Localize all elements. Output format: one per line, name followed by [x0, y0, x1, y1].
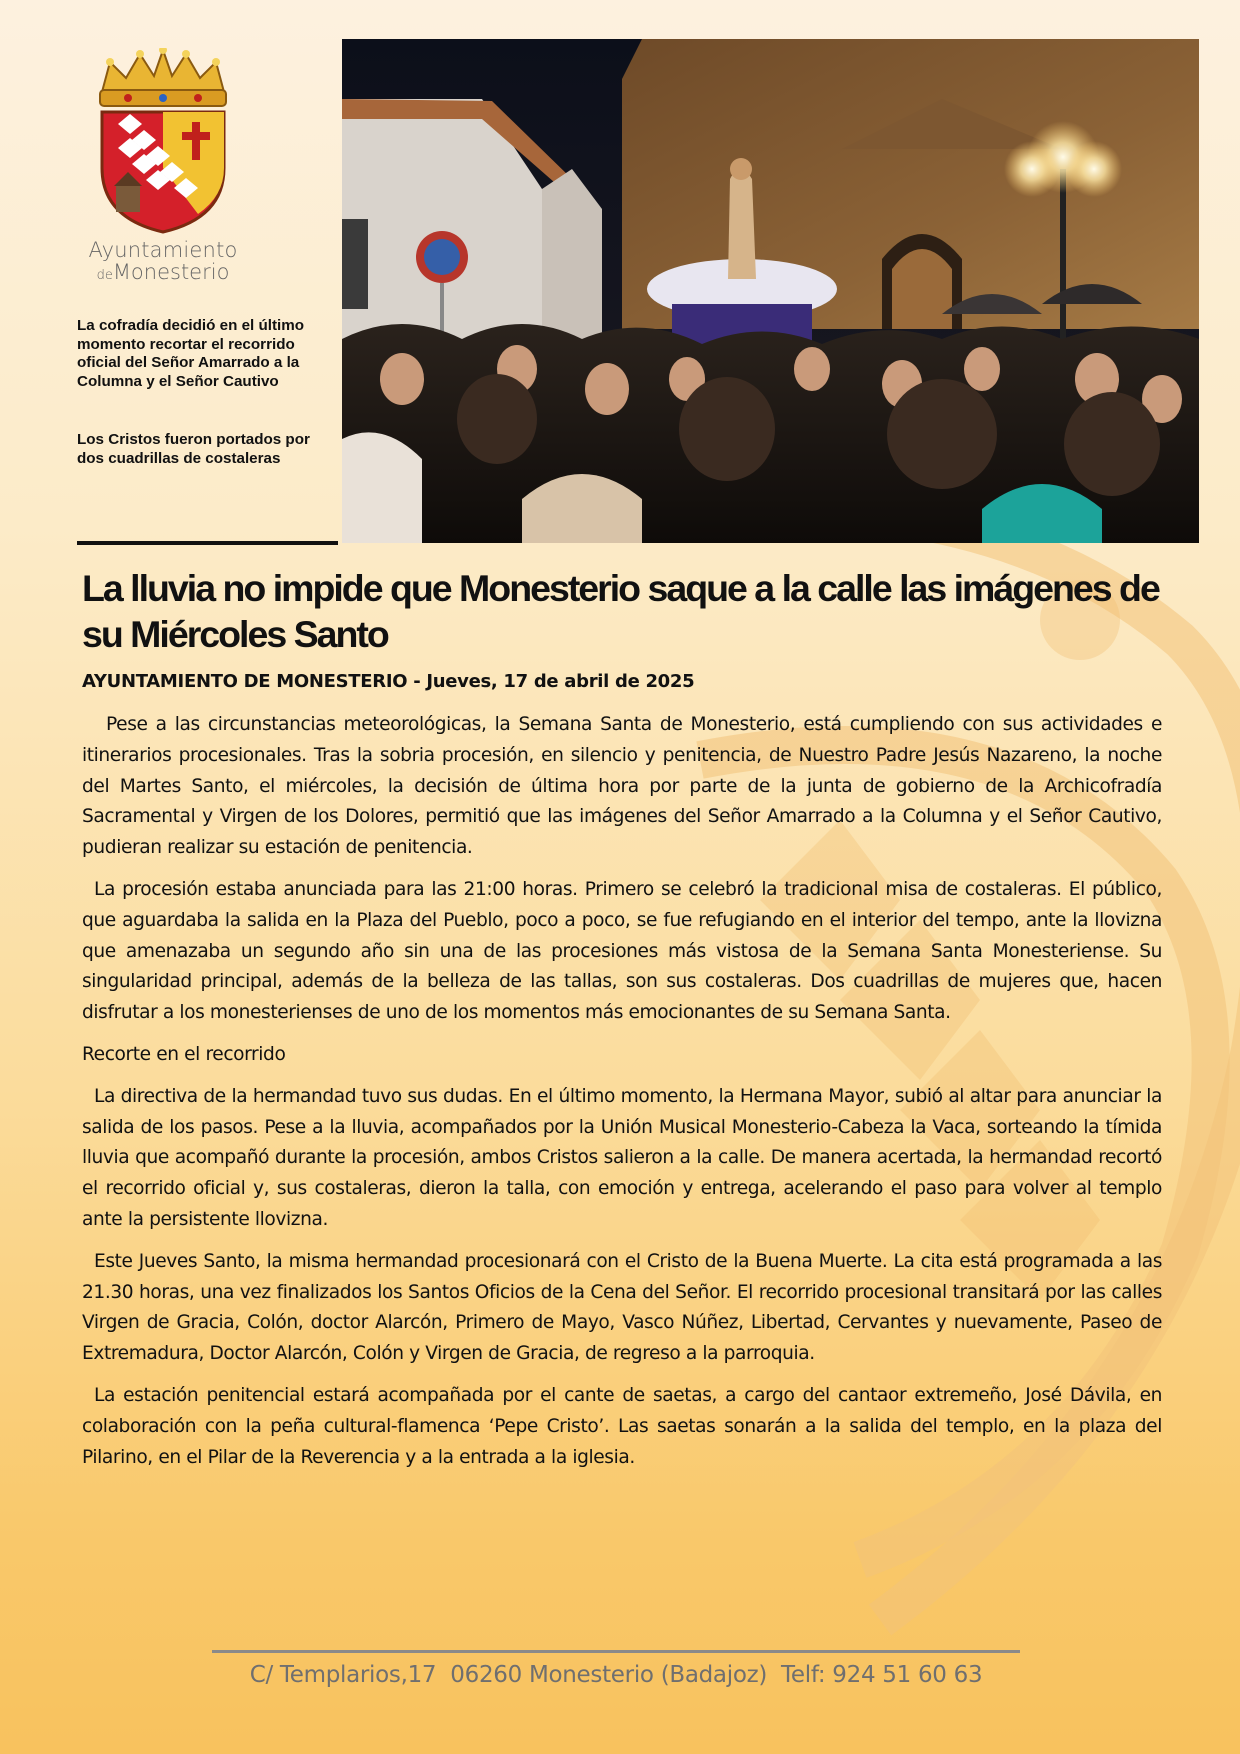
coat-of-arms-icon	[88, 48, 238, 234]
article-headline: La lluvia no impide que Monesterio saque a la calle las imágenes de su Miércoles Santo	[82, 567, 1159, 655]
article-paragraph: La directiva de la hermandad tuvo sus dudas. En el último momento, la Hermana Mayor, subió al altar para anunciar la salida de los pasos. Pese a la lluvia, acompañados por la Unión Musical Monesterio-Cabeza la Vaca, sorteando la tímida lluvia que acompañó durante la procesión, ambos Cristos salieron a la calle. De manera acertada, la hermandad recortó el recorrido oficial y, sus costaleras, dieron la talla, con emoción y entrega, acelerando el paso para volver al templo ante la persistente llovizna.	[82, 1085, 1162, 1230]
municipal-logo	[88, 48, 238, 288]
article-subheading: Recorte en el recorrido	[82, 1043, 286, 1065]
logo-text-ayuntamiento: Ayuntamiento	[88, 238, 238, 262]
article-paragraph: La estación penitencial estará acompañada por el cante de saetas, a cargo del cantaor extremeño, José Dávila, en colaboración con la peña cultural-flamenca ‘Pepe Cristo’. Las saetas sonarán a la salida del templo, en la plaza del Pilarino, en el Pilar de la Reverencia y a la entrada a la iglesia.	[82, 1384, 1162, 1468]
logo-text-monesterio	[88, 260, 238, 284]
article-paragraph: Pese a las circunstancias meteorológicas, la Semana Santa de Monesterio, está cumpliendo con sus actividades e itinerarios procesionales. Tras la sobria procesión, en silencio y penitencia, de Nuestro Padre Jesús Nazareno, la noche del Martes Santo, el miércoles, la decisión de última hora por parte de la junta de gobierno de la Archicofradía Sacramental y Virgen de los Dolores, permitió que las imágenes del Señor Amarrado a la Columna y el Señor Cautivo, pudieran realizar su estación de penitencia.	[82, 714, 1162, 859]
footer-divider	[212, 1650, 1020, 1653]
logo-text-name: Monesterio	[112, 260, 230, 284]
article-paragraph: La procesión estaba anunciada para las 21:00 horas. Primero se celebró la tradicional misa de costaleras. El público, que aguardaba la salida en la Plaza del Pueblo, poco a poco, se fue refugiando en el interior del tempo, ante la llovizna que amenazaba un segundo año sin una de las procesiones más vistosa de la Semana Santa Monesteriense. Su singularidad principal, además de la belleza de las tallas, son sus costaleras. Dos cuadrillas de mujeres que, hacen disfrutar a los monesterienses de uno de los momentos más emocionantes de su Semana Santa.	[82, 878, 1162, 1024]
footer-address: C/ Templarios,17 06260 Monesterio (Badajoz) Telf: 924 51 60 63	[249, 1662, 983, 1688]
article-paragraph: Este Jueves Santo, la misma hermandad procesionará con el Cristo de la Buena Muerte. La cita está programada a las 21.30 horas, una vez finalizados los Santos Oficios de la Cena del Señor. El recorrido procesional transitará por las calles Virgen de Gracia, Colón, doctor Alarcón, Primero de Mayo, Vasco Núñez, Libertad, Cervantes y nuevamente, Paseo de Extremadura, Doctor Alarcón, Colón y Virgen de Gracia, de regreso a la parroquia.	[82, 1250, 1162, 1365]
sidenote-divider	[77, 541, 338, 545]
sidenote-route: La cofradía decidió en el último momento recortar el recorrido oficial del Señor Amarrado a la Columna y el Señor Cautivo	[77, 317, 305, 390]
article-body	[82, 710, 1162, 1484]
procession-photo	[342, 39, 1199, 543]
logo-text-de: de	[96, 268, 113, 283]
sidenote-costaleras: Los Cristos fueron portados por dos cuadrillas de costaleras	[77, 431, 310, 467]
article-byline: AYUNTAMIENTO DE MONESTERIO - Jueves, 17 de abril de 2025	[82, 671, 695, 692]
